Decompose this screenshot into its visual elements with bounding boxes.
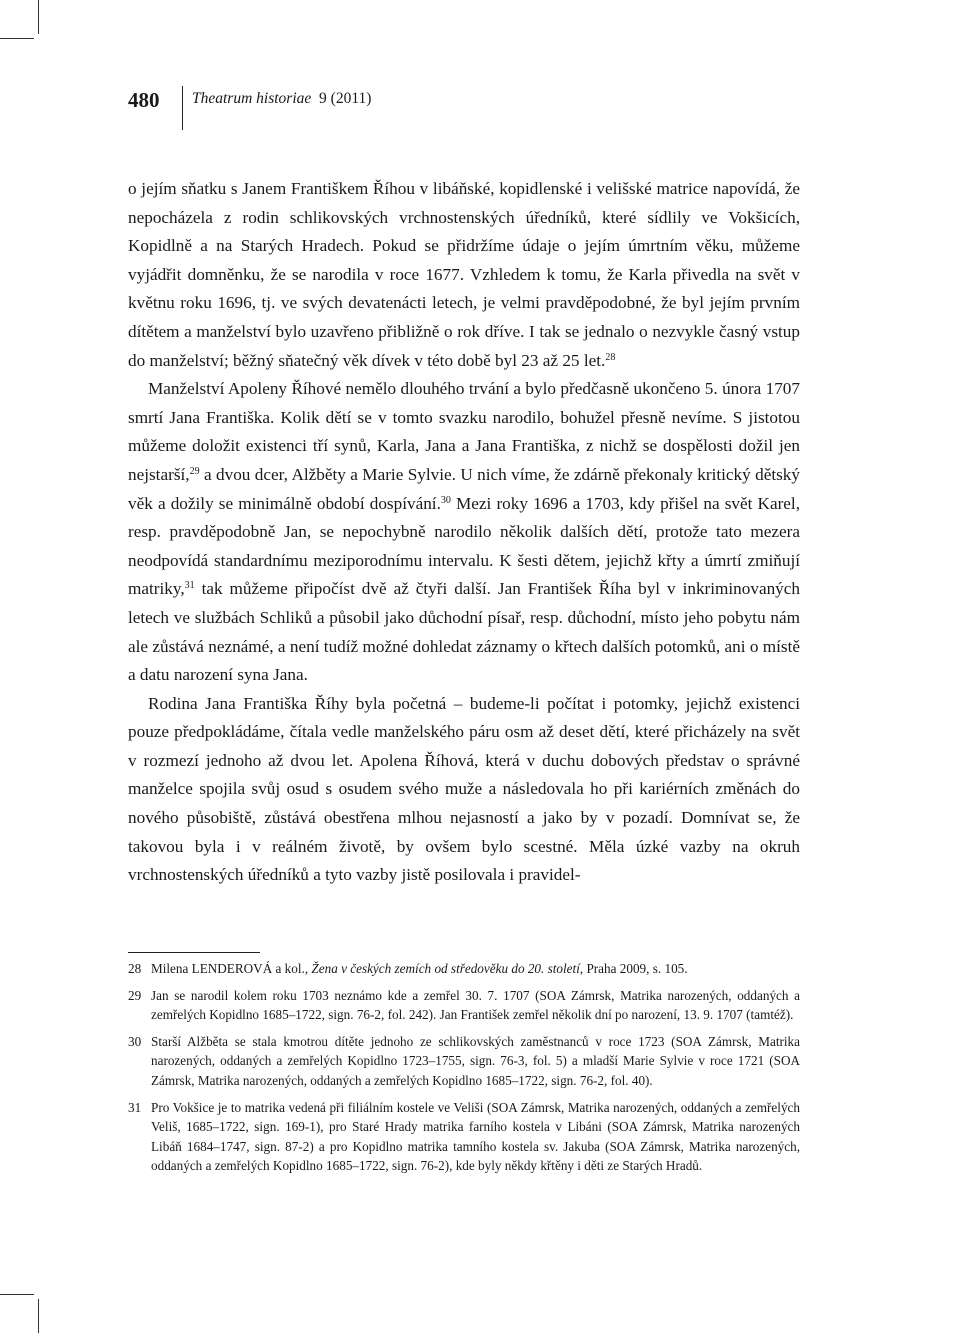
page-number: 480 bbox=[128, 88, 160, 112]
footnote-text: Pro Vokšice je to matrika vedená při filiálním kostele ve Veliši (SOA Zámrsk, Matrika narozených, oddaných a zemřelých Veliš, 1685–1722, sign. 169-1), pro Staré Hrady matrika farního kostela v Libáni (SOA Zámrsk, Matrika narozených Libáň 1684–1747, sign. 87-2) a pro Kopidlno matrika tamního kostela sv. Jakuba (SOA Zámrsk, Matrika narozených, oddaných a zemřelých Kopidlno 1685–1722, sign. 76-2), kde byly někdy křtěny i děti ze Starých Hradů. bbox=[151, 1099, 800, 1174]
journal-reference bbox=[192, 90, 371, 108]
crop-mark-left-top bbox=[0, 38, 34, 39]
footnote-30 bbox=[128, 1032, 800, 1091]
journal-volume: 9 (2011) bbox=[319, 90, 372, 107]
crop-mark-bottom-left bbox=[38, 1299, 39, 1333]
paragraph-text: Mezi roky 1696 a 1703, kdy přišel na svět Karel, resp. pravděpodobně Jan, se nepochybně narodilo několik dalších dětí, protože tato mezera neodpovídá standardnímu meziporodnímu intervalu. K šesti dětem, jejichž křty a úmrtí zmiňují matriky, bbox=[128, 493, 801, 599]
paragraph-text: a dvou dcer, Alžběty a Marie Sylvie. U nich víme, že zdárně překonaly kritický dětský věk a dožily se minimálně období dospívání. bbox=[128, 464, 800, 513]
footnote-separator bbox=[128, 952, 260, 953]
paragraph-text: o jejím sňatku s Janem Františkem Říhou v libáňské, kopidlenské i velišské matrice napovídá, že nepocházela z rodin schlikovských vrchnostenských úředníků, které sídlily ve Vokšicích, Kopidlně a na Starých Hradech. Pokud se přidržíme údaje o jejím úmrtním věku, můžeme vyjádřit domněnku, že se narodila v roce 1677. Vzhledem k tomu, že Karla přivedla na svět v květnu roku 1696, tj. ve svých devatenácti letech, je velmi pravděpodobné, že byl jejím prvním dítětem a manželství bylo uzavřeno přibližně o rok dříve. I tak se jednalo o nezvykle časný vstup do manželství; běžný sňatečný věk dívek v této době byl 23 až 25 let. bbox=[128, 179, 800, 370]
footnote-31 bbox=[128, 1098, 800, 1176]
footnote-book-title: Žena v českých zemích od středověku do 20. století bbox=[311, 961, 580, 976]
paragraph bbox=[128, 175, 800, 375]
crop-mark-left-bottom bbox=[0, 1294, 34, 1295]
paragraph bbox=[128, 690, 800, 890]
footnote-text: Starší Alžběta se stala kmotrou dítěte jednoho ze schlikovských zaměstnanců v roce 1723 (SOA Zámrsk, Matrika narozených, oddaných a zemřelých Kopidlno 1723–1755, sign. 76-3, fol. 5) a mladší Marie Sylvie v roce 1721 (SOA Zámrsk, Matrika narozených, oddaných a zemřelých Kopidlno 1685–1722, sign. 76-2, fol. 40). bbox=[151, 1033, 800, 1088]
paragraph-text: Rodina Jana Františka Říhy byla početná – budeme-li počítat i potomky, jejichž existenci pouze předpokládáme, čítala vedle manželského páru osm až deset dětí, které přicházely na svět v rozmezí jednoho až dvou let. Apolena Říhová, která v duchu dobových představ o správné manželce spojila svůj osud s osudem svého muže a následovala ho při kariérních změnách do nového působiště, zůstává obestřena mlhou nejasností a jako by v pozadí. Domnívat se, že takovou byla i v reálném životě, by ovšem bylo scestné. Měla úzké vazby na okruh vrchnostenských úředníků a tyto vazby jistě posilovala i pravidel- bbox=[128, 693, 800, 885]
footnotes bbox=[128, 959, 800, 1183]
footnote-text: Jan se narodil kolem roku 1703 neznámo kde a zemřel 30. 7. 1707 (SOA Zámrsk, Matrika narozených, oddaných a zemřelých Kopidlno 1685–1722, sign. 76-2, fol. 242). Jan František zemřel několik dní po narození, 13. 9. 1707 (tamtéž). bbox=[151, 987, 800, 1023]
crop-mark-top-left bbox=[38, 0, 39, 34]
footnote-text: Milena LENDEROVÁ a kol., bbox=[151, 961, 312, 976]
header-divider bbox=[182, 86, 183, 130]
paragraph bbox=[128, 375, 800, 690]
footnote-ref-30[interactable]: 30 bbox=[440, 494, 451, 506]
footnote-number: 30 bbox=[128, 1033, 142, 1049]
main-text bbox=[128, 175, 800, 890]
footnote-number: 28 bbox=[128, 961, 142, 976]
footnote-number: 31 bbox=[128, 1099, 142, 1115]
footnote-ref-28[interactable]: 28 bbox=[605, 351, 616, 363]
footnote-28 bbox=[128, 959, 800, 979]
paragraph-text: tak můžeme připočíst dvě až čtyři další. Jan František Říha byl v inkriminovaných letech ve službách Schliků a působil jako důchodní písař, resp. důchodní, místo jeho pobytu nám ale zůstává neznámé, a není tudíž možné dohledat záznamy o křtech dalších potomků, ani o místě a datu narození syna Jana. bbox=[128, 579, 800, 685]
footnote-ref-31[interactable]: 31 bbox=[184, 580, 195, 592]
footnote-ref-29[interactable]: 29 bbox=[189, 465, 200, 477]
footnote-text: , Praha 2009, s. 105. bbox=[579, 961, 688, 976]
paragraph-text: Manželství Apoleny Říhové nemělo dlouhého trvání a bylo předčasně ukončeno 5. února 1707 smrtí Jana Františka. Kolik dětí se v tomto svazku narodilo, bohužel přesně nevíme. S jistotou můžeme doložit existenci tří synů, Karla, Jana a Jana Františka, z nichž se dospělosti dožil jen nejstarší, bbox=[128, 379, 800, 484]
footnote-29 bbox=[128, 986, 800, 1025]
journal-title: Theatrum historiae bbox=[192, 90, 312, 107]
footnote-number: 29 bbox=[128, 987, 142, 1003]
